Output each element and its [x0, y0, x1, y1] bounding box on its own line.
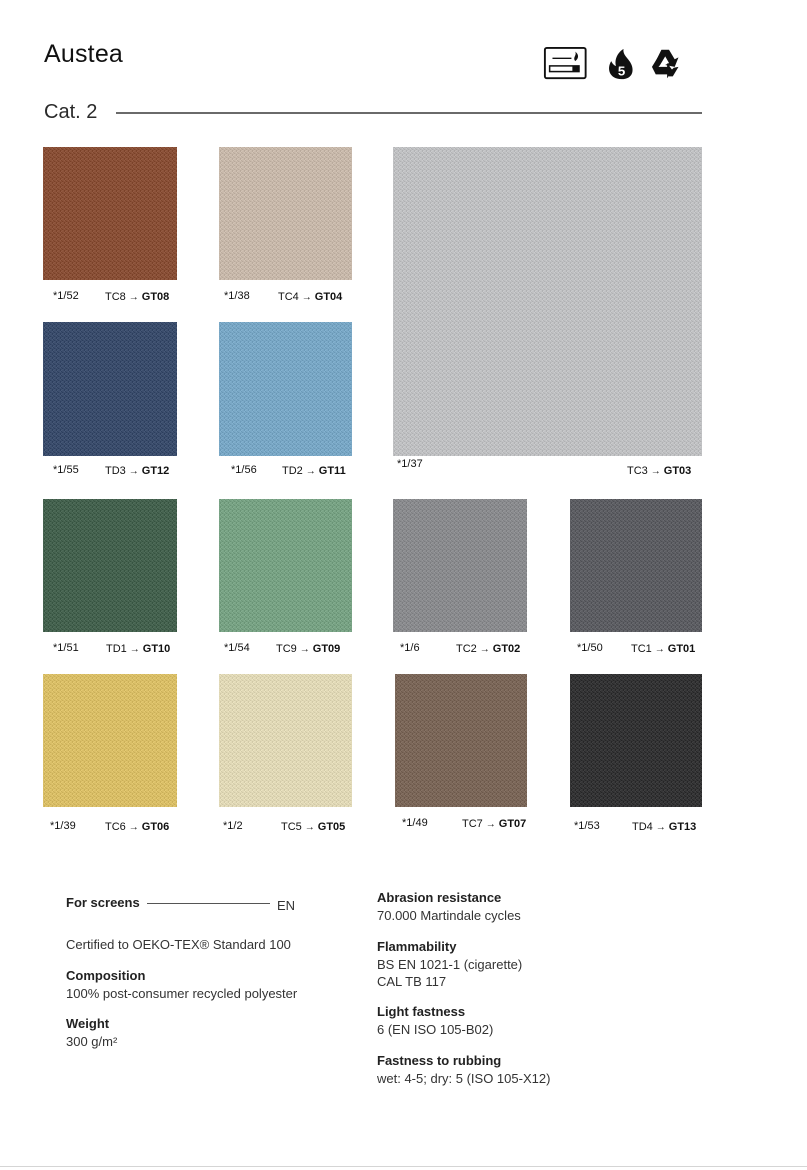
tc-code: TC7	[462, 818, 483, 830]
abrasion-heading: Abrasion resistance	[377, 890, 502, 905]
tc-code: TC3	[627, 465, 648, 477]
swatch-code-right	[105, 465, 169, 477]
tc-code: TD2	[282, 465, 303, 477]
gt-code: GT08	[141, 291, 170, 303]
tc-code: TD4	[632, 821, 653, 833]
weight-heading: Weight	[66, 1016, 110, 1031]
gt-code: GT05	[317, 821, 346, 833]
tc-code: TC5	[281, 821, 302, 833]
category-label: Cat. 2	[44, 101, 98, 123]
tc-code: TC9	[276, 643, 297, 655]
arrow-icon: →	[129, 644, 140, 655]
weight-value: 300 g/m²	[66, 1034, 118, 1049]
composition-heading: Composition	[66, 968, 146, 983]
cigarette-test-icon	[545, 48, 586, 78]
fabric-swatch-gt11	[219, 322, 352, 456]
language-label: EN	[277, 898, 296, 913]
swatch-code-left: *1/51	[53, 642, 79, 654]
tc-code: TC2	[456, 643, 477, 655]
arrow-icon: →	[654, 644, 665, 655]
recycle-icon	[652, 50, 679, 78]
tc-code: TD1	[106, 643, 127, 655]
fabric-swatch-gt05	[219, 674, 352, 807]
gt-code: GT02	[492, 643, 521, 655]
fabric-swatch-gt04	[219, 147, 352, 280]
swatch-code-left: *1/53	[574, 820, 600, 832]
swatch-code-right	[456, 643, 520, 655]
arrow-icon: →	[128, 466, 139, 477]
page-title: Austea	[44, 40, 124, 68]
swatch-code-left: *1/6	[400, 642, 420, 654]
gt-code: GT13	[668, 821, 697, 833]
tc-code: TC6	[105, 821, 126, 833]
arrow-icon: →	[650, 466, 661, 477]
swatch-code-right	[105, 291, 169, 303]
gt-code: GT12	[141, 465, 170, 477]
gt-code: GT11	[318, 465, 346, 477]
arrow-icon: →	[299, 644, 310, 655]
swatch-code-left: *1/54	[224, 642, 250, 654]
arrow-icon: →	[128, 292, 139, 303]
gt-code: GT06	[141, 821, 170, 833]
fabric-swatch-gt07	[395, 674, 527, 807]
swatch-code-right	[631, 643, 695, 655]
flame-number: 5	[617, 63, 626, 79]
swatch-code-right	[278, 291, 342, 303]
fabric-swatch-gt01	[570, 499, 702, 632]
arrow-icon: →	[128, 822, 139, 833]
light-fastness-heading: Light fastness	[377, 1004, 466, 1019]
swatch-code-left: *1/50	[577, 642, 603, 654]
certification-icons	[540, 46, 690, 82]
gt-code: GT03	[663, 465, 692, 477]
swatch-code-left: *1/55	[53, 464, 79, 476]
composition-value: 100% post-consumer recycled polyester	[66, 986, 298, 1001]
arrow-icon: →	[655, 822, 666, 833]
fabric-swatch-gt12	[43, 322, 177, 456]
page-bottom-rule	[0, 1166, 807, 1167]
arrow-icon: →	[479, 644, 490, 655]
swatch-code-left: *1/2	[223, 820, 243, 832]
rubbing-value: wet: 4-5; dry: 5 (ISO 105-X12)	[377, 1071, 551, 1086]
swatch-code-right	[106, 643, 170, 655]
flame-5-icon	[609, 49, 633, 79]
gt-code: GT04	[314, 291, 343, 303]
swatch-code-right	[462, 818, 526, 830]
swatch-code-right	[105, 821, 169, 833]
fabric-swatch-gt06	[43, 674, 177, 807]
for-screens-divider	[147, 903, 270, 904]
fabric-swatch-gt03	[393, 147, 702, 456]
arrow-icon: →	[304, 822, 315, 833]
tc-code: TC4	[278, 291, 299, 303]
gt-code: GT09	[312, 643, 341, 655]
flammability-value-2: CAL TB 117	[377, 974, 447, 989]
fabric-swatch-gt13	[570, 674, 702, 807]
swatch-code-left: *1/38	[224, 290, 250, 302]
arrow-icon: →	[485, 819, 496, 830]
gt-code: GT01	[667, 643, 696, 655]
fabric-swatch-gt02	[393, 499, 527, 632]
flammability-heading: Flammability	[377, 939, 457, 954]
swatch-code-right	[276, 643, 340, 655]
certification-text: Certified to OEKO-TEX® Standard 100	[66, 937, 291, 952]
light-fastness-value: 6 (EN ISO 105-B02)	[377, 1022, 494, 1037]
abrasion-value: 70.000 Martindale cycles	[377, 908, 521, 923]
fabric-swatch-gt09	[219, 499, 352, 632]
rubbing-heading: Fastness to rubbing	[377, 1053, 502, 1068]
swatch-code-left: *1/49	[402, 817, 428, 829]
tc-code: TC1	[631, 643, 652, 655]
flammability-value-1: BS EN 1021-1 (cigarette)	[377, 957, 523, 972]
swatch-code-left: *1/37	[397, 458, 423, 470]
swatch-code-left: *1/52	[53, 290, 79, 302]
swatch-code-right	[627, 465, 691, 477]
gt-code: GT10	[142, 643, 171, 655]
swatch-code-right	[281, 821, 345, 833]
swatch-code-right	[632, 821, 696, 833]
swatch-code-left: *1/39	[50, 820, 76, 832]
arrow-icon: →	[301, 292, 312, 303]
swatch-code-right	[282, 465, 346, 477]
tc-code: TC8	[105, 291, 126, 303]
category-divider	[116, 112, 702, 114]
for-screens-label: For screens	[66, 895, 140, 910]
gt-code: GT07	[498, 818, 527, 830]
swatch-code-left: *1/56	[231, 464, 257, 476]
arrow-icon: →	[305, 466, 316, 477]
tc-code: TD3	[105, 465, 126, 477]
fabric-swatch-gt08	[43, 147, 177, 280]
fabric-swatch-gt10	[43, 499, 177, 632]
